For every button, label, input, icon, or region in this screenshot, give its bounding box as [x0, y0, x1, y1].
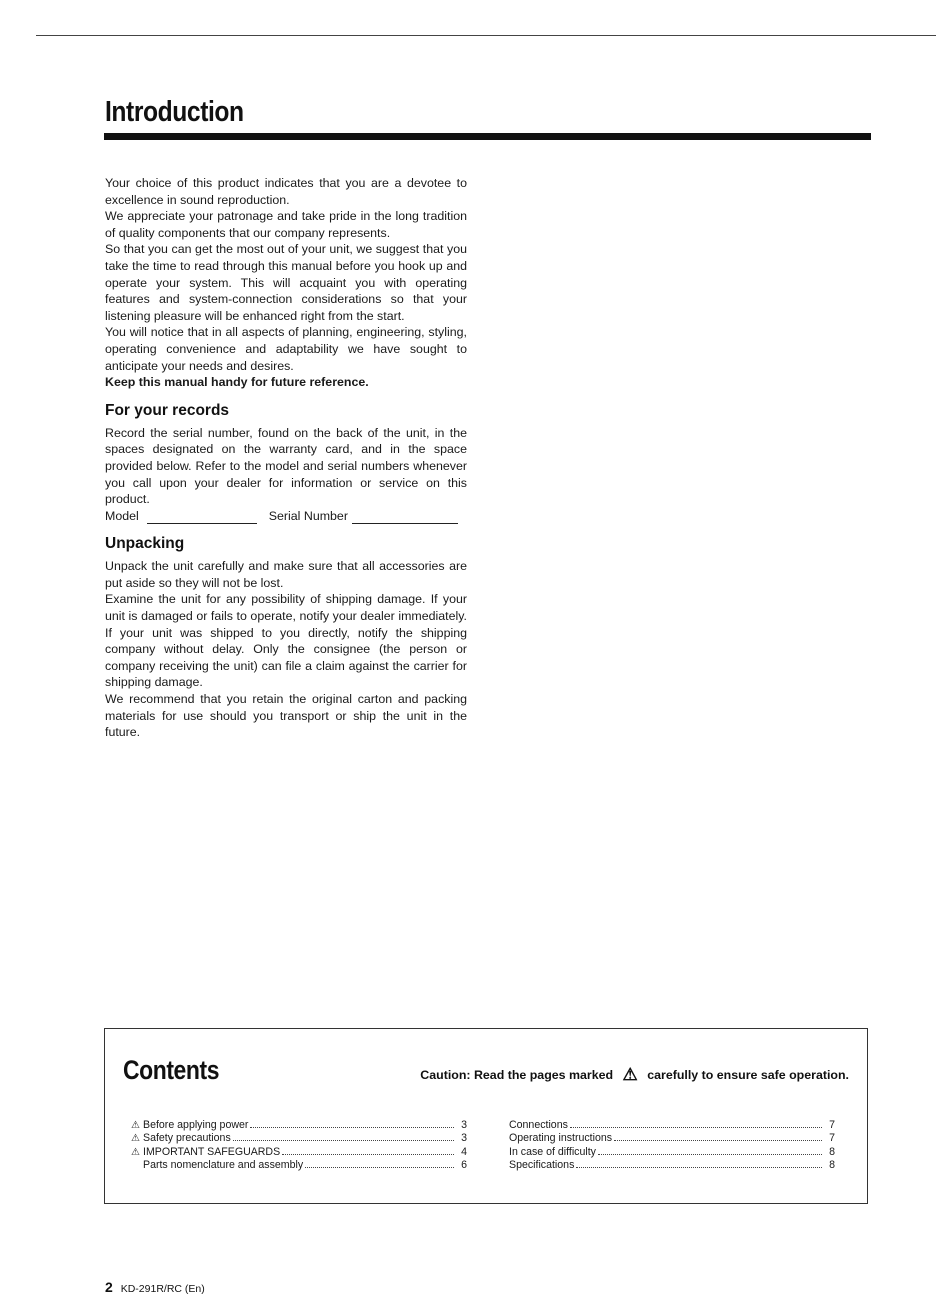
toc-leader-dots [305, 1167, 454, 1168]
model-code: KD-291R/RC (En) [120, 1283, 205, 1295]
intro-paragraph: You will notice that in all aspects of planning, engineering, styling, operating convenience and adaptability we have sought to anticipate your needs and desires. [105, 325, 467, 373]
toc-entry-label: Connections [509, 1119, 568, 1131]
toc-leader-dots [250, 1127, 454, 1128]
intro-column [105, 175, 467, 741]
toc-entry[interactable] [131, 1119, 467, 1132]
warning-triangle-icon: ⚠ [131, 1133, 140, 1145]
toc-leader-dots [282, 1154, 454, 1155]
model-blank [147, 511, 257, 524]
toc-entry-label: Parts nomenclature and assembly [143, 1159, 304, 1172]
toc-entry-label: Operating instructions [509, 1132, 613, 1145]
records-heading: For your records [105, 401, 230, 419]
caution-text-after: carefully to ensure safe operation. [647, 1068, 849, 1082]
toc-entry-page: 3 [461, 1119, 467, 1131]
toc-entry-page: 6 [461, 1159, 467, 1172]
unpacking-paragraph: Unpack the unit carefully and make sure that all accessories are put aside so they will not be lost. [105, 559, 467, 590]
contents-title: Contents [123, 1055, 220, 1085]
toc-entry[interactable] [509, 1119, 835, 1132]
serial-label: Serial Number [268, 508, 348, 523]
toc-leader-dots [570, 1127, 822, 1128]
records-paragraph: Record the serial number, found on the back of the unit, in the spaces designated on the warranty card, and in the space provided below. Refer to the model and serial numbers whenever you call upon your dealer for information or service on this product. [105, 425, 467, 507]
toc-leader-dots [598, 1154, 822, 1155]
intro-paragraph: Your choice of this product indicates that you are a devotee to excellence in sound reproduction. [105, 176, 467, 207]
page-number: 2 [105, 1279, 113, 1295]
warning-triangle-icon: ⚠ [131, 1146, 140, 1158]
intro-paragraph: We appreciate your patronage and take pride in the long tradition of quality components that our company represents. [105, 209, 467, 240]
warning-triangle-icon: ⚠ [131, 1120, 140, 1131]
unpacking-paragraph: We recommend that you retain the original carton and packing materials for use should you transport or ship the unit in the future. [105, 692, 467, 740]
toc-entry-page: 8 [829, 1145, 835, 1158]
toc-leader-dots [614, 1140, 822, 1141]
toc-entry-page: 7 [829, 1119, 835, 1131]
unpacking-paragraph: Examine the unit for any possibility of shipping damage. If your unit is damaged or fails to operate, notify your dealer immediately. If your unit was shipped to you directly, notify the shipping company without delay. Only the consignee (the person or company receiving the unit) can file a claim against the carrier for shipping damage. [105, 592, 467, 690]
model-serial-line [105, 508, 467, 525]
toc-entry-page: 4 [461, 1145, 467, 1158]
toc-leader-dots [576, 1167, 822, 1168]
toc-entry-label: IMPORTANT SAFEGUARDS [143, 1145, 281, 1158]
toc-entry[interactable] [131, 1159, 467, 1172]
keep-manual-note: Keep this manual handy for future reference. [105, 375, 369, 390]
toc-entry-label: In case of difficulty [509, 1145, 596, 1158]
toc-entry-page: 3 [461, 1132, 467, 1145]
top-rule [36, 35, 936, 36]
toc-entry-label: Specifications [509, 1159, 575, 1172]
intro-paragraph: So that you can get the most out of your unit, we suggest that you take the time to read through this manual before you hook up and operate your system. This will acquaint you with operating features and system-connection considerations so that your listening pleasure will be enhanced right from the start. [105, 242, 467, 323]
toc-entry-page: 8 [829, 1159, 835, 1172]
toc-entry[interactable] [131, 1132, 467, 1145]
toc-entry-label: Before applying power [143, 1119, 249, 1131]
toc-entry[interactable] [131, 1146, 467, 1159]
caution-note [420, 1065, 849, 1085]
contents-box [104, 1028, 868, 1204]
toc-entry[interactable] [509, 1132, 835, 1145]
toc-entry[interactable] [509, 1159, 835, 1172]
page-title: Introduction [105, 96, 244, 128]
toc-entry[interactable] [509, 1146, 835, 1159]
toc-entry-label: Safety precautions [143, 1132, 231, 1145]
model-label: Model [105, 508, 139, 523]
page-footer [105, 1279, 205, 1295]
toc-leader-dots [233, 1140, 454, 1141]
toc-left-column [131, 1119, 467, 1173]
toc-entry-page: 7 [829, 1132, 835, 1145]
toc-right-column [509, 1119, 835, 1173]
serial-blank [352, 511, 458, 524]
warning-triangle-icon: ⚠ [622, 1065, 638, 1084]
unpacking-heading: Unpacking [105, 535, 185, 553]
title-underline-bar [104, 133, 871, 140]
caution-text-before: Caution: Read the pages marked [420, 1068, 614, 1082]
